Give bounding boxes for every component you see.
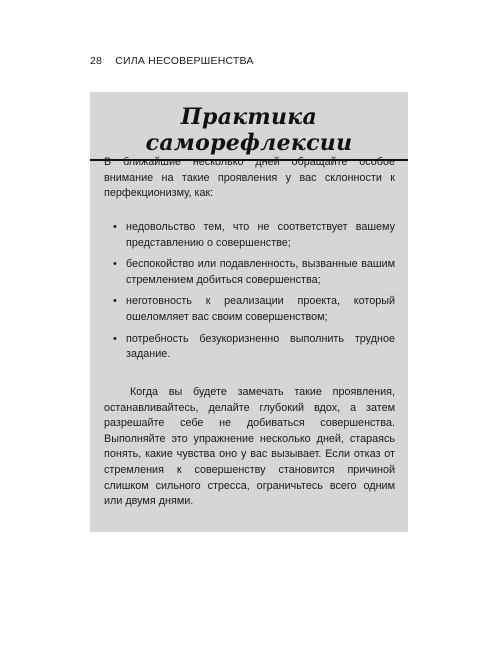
- bullet-icon: •: [113, 221, 117, 233]
- list-item: [104, 220, 395, 251]
- list-item: [104, 257, 395, 288]
- bullet-icon: •: [113, 295, 117, 308]
- bullet-icon: •: [113, 332, 117, 345]
- bullet-icon: •: [113, 258, 117, 271]
- outro-paragraph: Когда вы будете замечать такие проявления, останавливайтесь, делайте глубокий вдох, а затем разрешайте себе не добиваться совершенства. Выполняйте это упражнение несколько дней, стараясь понять, какие чувства оно у вас вызывает. Если отказ от стремления к совершенству становится причиной слишком сильного стресса, ограничьтесь всего одним или двумя днями.: [104, 386, 395, 508]
- bullet-list: [104, 220, 395, 369]
- list-item: [104, 294, 395, 325]
- box-title-wrap: [90, 104, 408, 161]
- list-item: [104, 332, 395, 363]
- list-item-text: беспокойство или подавленность, вызванные вашим стремлением добиться совершенства;: [126, 258, 395, 286]
- exercise-box: [90, 92, 408, 532]
- running-head: [90, 55, 254, 67]
- box-title: Практика саморефлексии: [90, 104, 408, 161]
- list-item-text: потребность безукоризненно выполнить трудное задание.: [126, 332, 395, 361]
- list-item-text: неготовность к реализации проекта, который ошеломляет вас своим совершенством;: [126, 295, 395, 323]
- page-number: 28: [90, 55, 103, 67]
- intro-paragraph: В ближайшие несколько дней обращайте особое внимание на такие проявления у вас склонности к перфекционизму, как:: [104, 156, 395, 200]
- book-title: СИЛА НЕСОВЕРШЕНСТВА: [115, 55, 254, 67]
- list-item-text: недовольство тем, что не соответствует вашему представлению о совершенстве;: [126, 221, 395, 249]
